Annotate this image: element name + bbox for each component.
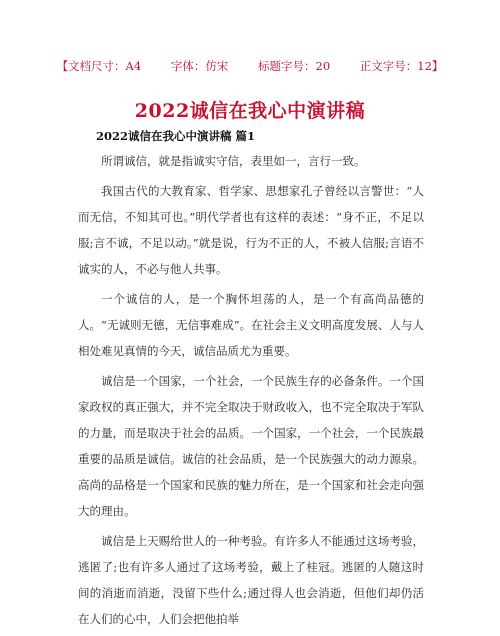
meta-font: 字体：仿宋 bbox=[170, 59, 229, 73]
meta-size: 【文档尺寸：A4 bbox=[56, 59, 142, 73]
document-body bbox=[78, 148, 424, 636]
meta-body-size: 正文字号：12】 bbox=[359, 59, 444, 73]
paragraph-5: 诚信是上天赐给世人的一种考验。有许多人不能通过这场考验，逃匿了;也有许多人通过了这场考验，戴上了桂冠。逃匿的人随这时间的消逝而消逝，没留下些什么;通过得人也会消逝，但他们却仍活在人们的心中，人们会把他拍举 bbox=[78, 534, 424, 626]
paragraph-2: 我国古代的大教育家、哲学家、思想家孔子曾经以言警世：“人而无信，不知其可也。”明代学者也有这样的表述：“身不正，不足以服;言不诚，不足以动。”就是说，行为不正的人，不被人信服;言语不诚实的人，不必与他人共事。 bbox=[78, 184, 424, 276]
meta-title-size: 标题字号：20 bbox=[258, 59, 331, 73]
paragraph-3: 一个诚信的人，是一个胸怀坦荡的人，是一个有高尚品德的人。“无诚则无德，无信事难成”。在社会主义文明高度发展、人与人相处难见真情的今天，诚信品质尤为重要。 bbox=[78, 292, 424, 358]
document-meta-line bbox=[0, 58, 500, 74]
section-heading: 2022诚信在我心中演讲稿 篇1 bbox=[96, 129, 256, 143]
paragraph-1: 所谓诚信，就是指诚实守信，表里如一，言行一致。 bbox=[101, 154, 366, 168]
document-title: 2022诚信在我心中演讲稿 bbox=[134, 100, 366, 122]
paragraph-4: 诚信是一个国家，一个社会，一个民族生存的必备条件。一个国家政权的真正强大，并不完全取决于财政收入，也不完全取决于军队的力量，而是取决于社会的品质。一个国家，一个社会，一个民族最重要的品质是诚信。诚信的社会品质，是一个民族强大的动力源泉。高尚的品格是一个国家和民族的魅力所在，是一个国家和社会走向强大的理由。 bbox=[78, 374, 424, 518]
